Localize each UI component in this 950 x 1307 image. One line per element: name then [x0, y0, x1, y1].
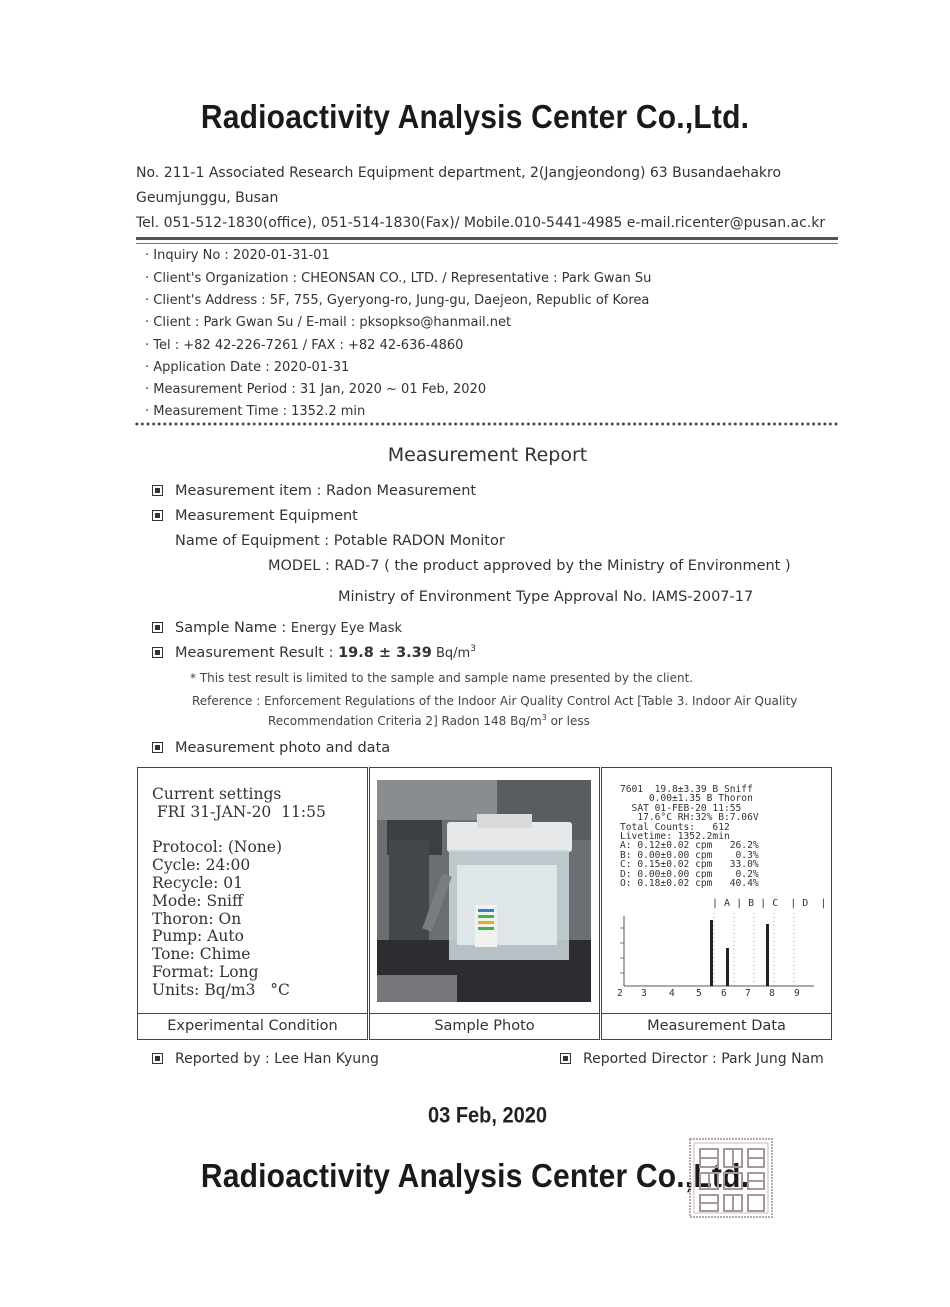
header-rule-thick [136, 237, 838, 240]
caption-experimental-condition: Experimental Condition [137, 1013, 368, 1040]
tick-label-8: 8 [769, 988, 775, 999]
report-title: Measurement Report [387, 444, 588, 466]
data-printout: 7601 19.8±3.39 B Sniff 0.00±1.35 B Thoron SAT 01-FEB-20 11:55 17.6°C RH:32% B:7.06V Total Counts: 612 Livetime: 1352.2min A: 0.12±0.02 cpm 26.2% B: 0.00±0.00 cpm 0.3% C: 0.15±0.02 cpm 33.0% D: 0.00±0.00 cpm 0.2% O: 0.18±0.02 cpm 40.4% [620, 784, 759, 890]
address-line-1: No. 211-1 Associated Research Equipment department, 2(Jangjeondong) 63 Busandaehakro [136, 165, 782, 181]
reference-text: Recommendation Criteria 2] Radon 148 Bq/m [268, 714, 542, 728]
equipment-name: Name of Equipment : Potable RADON Monitor [175, 533, 505, 549]
dotted-divider [134, 422, 840, 426]
reference-superscript: 3 [541, 713, 547, 722]
spectrum-peak-1 [710, 920, 713, 986]
window-labels: | A | B | C | D | [712, 898, 827, 909]
photo-data-row [152, 740, 390, 756]
info-measurement-period: · Measurement Period : 31 Jan, 2020 ~ 01 Feb, 2020 [145, 382, 487, 397]
checkbox-bullet-icon [152, 647, 163, 658]
info-client-organization: · Client's Organization : CHEONSAN CO., LTD. / Representative : Park Gwan Su [145, 271, 652, 286]
director-row [560, 1051, 824, 1067]
spectrum-peak-2 [726, 948, 729, 986]
tick-label-6: 6 [721, 988, 727, 999]
result-value: 19.8 ± 3.39 [338, 644, 432, 661]
caption-sample-photo: Sample Photo [369, 1013, 600, 1040]
tick-label-2: 2 [617, 988, 623, 999]
company-title: Radioactivity Analysis Center Co.,Ltd. [200, 98, 750, 136]
header-rule-thin [136, 243, 838, 244]
tick-label-5: 5 [696, 988, 702, 999]
result-unit-superscript: 3 [470, 644, 476, 654]
photo-panel [369, 767, 600, 1014]
info-client-email: · Client : Park Gwan Su / E-mail : pksopkso@hanmail.net [145, 315, 512, 330]
director-text: Reported Director : Park Jung Nam [583, 1051, 824, 1067]
data-panel [601, 767, 832, 1014]
equipment-model: MODEL : RAD-7 ( the product approved by the Ministry of Environment ) [268, 558, 791, 574]
address-line-2: Geumjunggu, Busan [136, 190, 279, 206]
info-client-address: · Client's Address : 5F, 755, Gyeryong-ro, Jung-gu, Daejeon, Republic of Korea [145, 293, 650, 308]
photo-data-label: Measurement photo and data [175, 740, 391, 756]
tick-label-3: 3 [641, 988, 647, 999]
company-seal-icon [688, 1137, 774, 1219]
sample-name-label: Sample Name : [175, 620, 291, 636]
sample-photo [377, 780, 591, 1002]
info-application-date: · Application Date : 2020-01-31 [145, 360, 350, 375]
caption-measurement-data: Measurement Data [601, 1013, 832, 1040]
reported-by-row [152, 1051, 379, 1067]
checkbox-bullet-icon [152, 510, 163, 521]
measurement-equipment-row [152, 508, 358, 524]
info-tel-fax: · Tel : +82 42-226-7261 / FAX : +82 42-636-4860 [145, 338, 464, 353]
reference-line-1: Reference : Enforcement Regulations of the Indoor Air Quality Control Act [Table 3. Indoor Air Quality [192, 694, 798, 708]
tick-label-9: 9 [794, 988, 800, 999]
checkbox-bullet-icon [152, 485, 163, 496]
sample-name-row [152, 620, 402, 636]
measurement-item-text: Measurement item : Radon Measurement [175, 483, 477, 499]
settings-panel [137, 767, 368, 1014]
tick-label-4: 4 [669, 988, 675, 999]
settings-printout: Current settings FRI 31-JAN-20 11:55 Protocol: (None) Cycle: 24:00 Recycle: 01 Mode: Sniff Thoron: On Pump: Auto Tone: Chime Format: Long Units: Bq/m3 °C [152, 785, 326, 999]
tick-label-7: 7 [745, 988, 751, 999]
reported-by-text: Reported by : Lee Han Kyung [175, 1051, 379, 1067]
checkbox-bullet-icon [152, 1053, 163, 1064]
type-approval: Ministry of Environment Type Approval No. IAMS-2007-17 [338, 589, 754, 605]
spectrum-peak-3 [766, 924, 769, 986]
checkbox-bullet-icon [152, 742, 163, 753]
sample-name-value: Energy Eye Mask [290, 621, 403, 636]
reference-line-2 [268, 713, 590, 728]
reference-text-end: or less [546, 714, 590, 728]
spectrum-y-ticks [620, 928, 624, 973]
measurement-result-row [152, 644, 476, 661]
report-date: 03 Feb, 2020 [428, 1103, 547, 1129]
result-label: Measurement Result : [175, 644, 339, 661]
spectrum-plot [616, 908, 816, 998]
checkbox-bullet-icon [560, 1053, 571, 1064]
measurement-equipment-label: Measurement Equipment [175, 508, 358, 524]
info-measurement-time: · Measurement Time : 1352.2 min [145, 404, 366, 419]
footer-company-title: Radioactivity Analysis Center Co.,Ltd. [200, 1157, 750, 1195]
info-inquiry-no: · Inquiry No : 2020-01-31-01 [145, 248, 330, 263]
result-unit: Bq/m [431, 645, 471, 661]
checkbox-bullet-icon [152, 622, 163, 633]
measurement-item-row [152, 483, 476, 499]
result-note: * This test result is limited to the sample and sample name presented by the client. [190, 671, 694, 685]
contact-line: Tel. 051-512-1830(office), 051-514-1830(Fax)/ Mobile.010-5441-4985 e-mail.ricenter@pusan.ac.kr [136, 215, 826, 231]
spectrum-tick-labels [617, 987, 817, 1001]
